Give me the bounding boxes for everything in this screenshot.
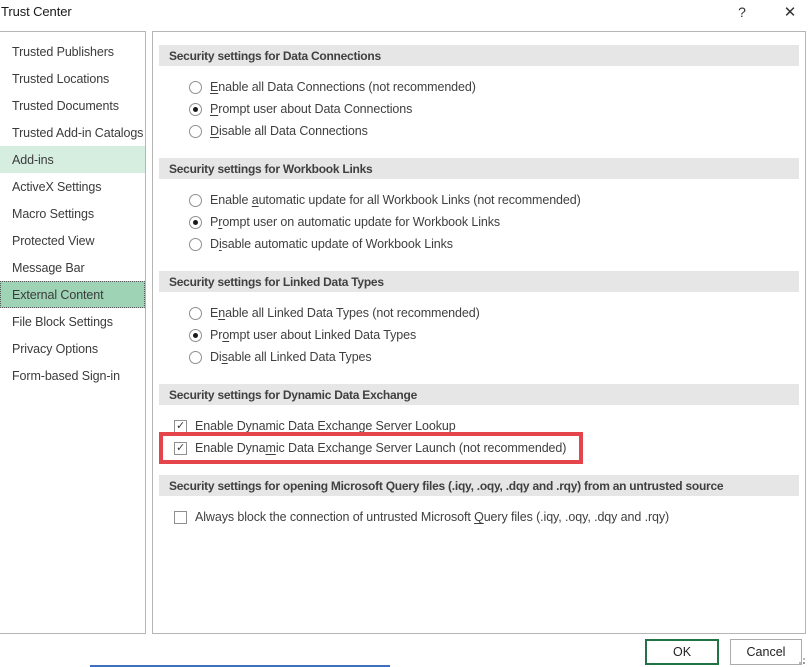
section-header: Security settings for opening Microsoft Query files (.iqy, .oqy, .dqy and .rqy) from an untrusted source (159, 475, 799, 496)
radio-icon[interactable] (189, 307, 202, 320)
close-icon[interactable]: ✕ (776, 1, 804, 23)
settings-section (153, 271, 805, 368)
checkbox-checked-icon[interactable]: ✓ (175, 441, 186, 454)
option-label: Enable Dynamic Data Exchange Server Launch (not recommended) (195, 441, 567, 455)
sidebar-item-form-based-sign-in[interactable] (0, 362, 145, 389)
sidebar-item-label: File Block Settings (12, 314, 113, 329)
radio-icon[interactable] (189, 238, 202, 251)
option-label: Enable Dynamic Data Exchange Server Lookup (195, 419, 456, 433)
option-label: Always block the connection of untrusted Microsoft Query files (.iqy, .oqy, .dqy and .rqy) (195, 510, 670, 524)
section-header: Security settings for Workbook Links (159, 158, 799, 179)
cancel-button[interactable]: Cancel (730, 639, 802, 665)
sidebar-item-external-content[interactable] (0, 281, 145, 308)
sidebar-item-add-ins[interactable] (0, 146, 145, 173)
checkbox-checked-icon[interactable]: ✓ (175, 419, 186, 432)
sidebar-item-activex-settings[interactable] (0, 173, 145, 200)
checkbox-option-enable-dynamic-data-exchange-server-laun[interactable] (153, 437, 805, 459)
option-label: Prompt user on automatic update for Workbook Links (210, 215, 501, 229)
ok-button[interactable]: OK (645, 639, 719, 665)
option-list (153, 292, 805, 368)
sidebar-item-file-block-settings[interactable] (0, 308, 145, 335)
titlebar (0, 0, 808, 30)
section-header: Security settings for Data Connections (159, 45, 799, 66)
radio-icon[interactable] (189, 194, 202, 207)
radio-checked-icon[interactable] (189, 103, 202, 116)
sidebar-item-macro-settings[interactable] (0, 200, 145, 227)
checkbox-option-enable-dynamic-data-exchange-server-look[interactable] (153, 415, 805, 437)
sidebar-item-label: Trusted Publishers (12, 44, 114, 59)
option-list (153, 496, 805, 528)
settings-section (153, 384, 805, 459)
option-list (153, 405, 805, 459)
radio-option-enable-all-data-connections-not-recommen[interactable] (153, 76, 805, 98)
resize-grip[interactable] (803, 662, 805, 664)
settings-section (153, 45, 805, 142)
sidebar-item-label: Form-based Sign-in (12, 368, 120, 383)
sidebar-item-trusted-publishers[interactable] (0, 38, 145, 65)
radio-option-prompt-user-about-data-connections[interactable] (153, 98, 805, 120)
help-icon[interactable]: ? (728, 1, 756, 23)
sidebar-item-label: External Content (12, 287, 104, 302)
option-label: Disable automatic update of Workbook Links (210, 237, 453, 251)
sidebar-item-label: Message Bar (12, 260, 85, 275)
settings-section (153, 158, 805, 255)
section-header: Security settings for Linked Data Types (159, 271, 799, 292)
sidebar-item-label: Trusted Add-in Catalogs (12, 125, 144, 140)
sidebar-item-label: Trusted Documents (12, 98, 119, 113)
sidebar-item-label: Macro Settings (12, 206, 94, 221)
checkbox-icon[interactable] (174, 511, 187, 524)
sidebar-item-protected-view[interactable] (0, 227, 145, 254)
radio-option-prompt-user-on-automatic-update-for-work[interactable] (153, 211, 805, 233)
option-label: Enable all Data Connections (not recommended) (210, 80, 476, 94)
radio-icon[interactable] (189, 81, 202, 94)
radio-icon[interactable] (189, 351, 202, 364)
sidebar-item-message-bar[interactable] (0, 254, 145, 281)
radio-option-disable-automatic-update-of-workbook-lin[interactable] (153, 233, 805, 255)
checkbox-option-always-block-the-connection-of-untrusted[interactable] (153, 506, 805, 528)
settings-panel (152, 31, 806, 634)
option-label: Disable all Data Connections (210, 124, 368, 138)
sidebar-item-label: Privacy Options (12, 341, 99, 356)
option-label: Enable automatic update for all Workbook Links (not recommended) (210, 193, 581, 207)
sidebar-item-trusted-add-in-catalogs[interactable] (0, 119, 145, 146)
option-label: Enable all Linked Data Types (not recommended) (210, 306, 480, 320)
sidebar (0, 31, 146, 634)
option-label: Disable all Linked Data Types (210, 350, 372, 364)
sidebar-item-label: Add-ins (12, 152, 54, 167)
settings-section (153, 475, 805, 528)
option-label: Prompt user about Linked Data Types (210, 328, 417, 342)
radio-icon[interactable] (189, 125, 202, 138)
option-list (153, 66, 805, 142)
sidebar-item-trusted-locations[interactable] (0, 65, 145, 92)
radio-checked-icon[interactable] (189, 216, 202, 229)
sidebar-item-label: Protected View (12, 233, 95, 248)
sidebar-item-privacy-options[interactable] (0, 335, 145, 362)
radio-option-enable-all-linked-data-types-not-recomme[interactable] (153, 302, 805, 324)
sidebar-item-label: Trusted Locations (12, 71, 110, 86)
radio-option-enable-automatic-update-for-all-workbook[interactable] (153, 189, 805, 211)
radio-option-disable-all-data-connections[interactable] (153, 120, 805, 142)
sidebar-item-trusted-documents[interactable] (0, 92, 145, 119)
radio-option-prompt-user-about-linked-data-types[interactable] (153, 324, 805, 346)
settings-sections (153, 45, 805, 528)
dialog-title: Trust Center (1, 4, 72, 19)
option-list (153, 179, 805, 255)
section-header: Security settings for Dynamic Data Exchange (159, 384, 799, 405)
option-label: Prompt user about Data Connections (210, 102, 413, 116)
radio-checked-icon[interactable] (189, 329, 202, 342)
radio-option-disable-all-linked-data-types[interactable] (153, 346, 805, 368)
sidebar-item-label: ActiveX Settings (12, 179, 102, 194)
